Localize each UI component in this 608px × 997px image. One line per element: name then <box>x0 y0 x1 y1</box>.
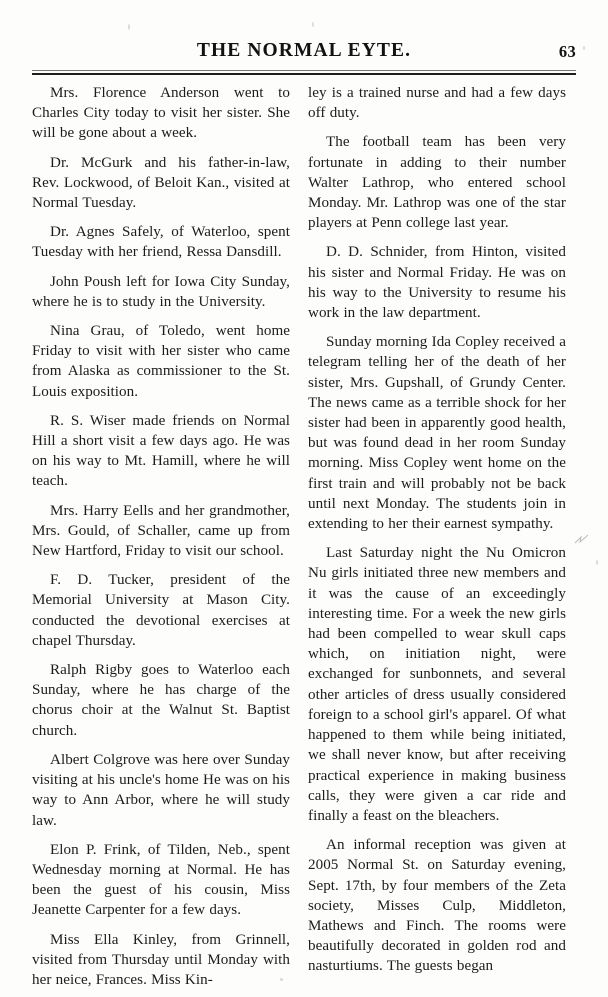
page-title: THE NORMAL EYTE. <box>196 40 412 61</box>
paragraph: Dr. Agnes Safely, of Waterloo, spent Tuesday with her friend, Ressa Dansdill. <box>32 224 290 261</box>
paragraph: D. D. Schnider, from Hinton, visited his sister and Normal Friday. He was on his way to the University to resume his work in the law department. <box>308 244 566 322</box>
paragraph-continues-next-column: Miss Ella Kinley, from Grinnell, visited from Thursday until Monday with her neice, Frances. Miss Kin- <box>32 931 290 988</box>
paragraph-continued-from-left-column: ley is a trained nurse and had a few days off duty. <box>308 85 566 122</box>
running-head <box>32 40 576 66</box>
scan-speck <box>312 22 314 27</box>
scan-speck <box>583 46 585 50</box>
paragraph: Elon P. Frink, of Tilden, Neb., spent Wednesday morning at Normal. He has been the guest of his cousin, Miss Jeanette Carpenter for a few days. <box>32 841 290 919</box>
paragraph: John Poush left for Iowa City Sunday, where he is to study in the University. <box>32 273 290 310</box>
paragraph: R. S. Wiser made friends on Normal Hill a short visit a few days ago. He was on his way to Mt. Hamill, where he will teach. <box>32 412 290 490</box>
body-columns <box>32 83 578 990</box>
header-double-rule <box>32 70 576 75</box>
rule-thin-line <box>32 70 576 71</box>
paragraph: Mrs. Florence Anderson went to Charles City today to visit her sister. She will be gone about a week. <box>32 85 290 142</box>
paragraph: Last Saturday night the Nu Omicron Nu girls initiated three new members and it was the cause of an exceedingly interesting time. For a week the new girls had been compelled to wear skull caps which, on initiation night, were exchanged for sunbonnets, and several other articles of dress usually considered foreign to a school girl's apparel. Of what happened to them while being initiated, we shall never know, but after receiving practical experience in making business calls, they were given a car ride and finally a feast on the bleachers. <box>308 545 566 824</box>
paragraph: Nina Grau, of Toledo, went home Friday to visit with her sister who came from Alaska as commissioner to the St. Louis exposition. <box>32 323 290 400</box>
paragraph: Dr. McGurk and his father-in-law, Rev. Lockwood, of Beloit Kan., visited at Normal Tuesday. <box>32 154 290 212</box>
left-column <box>32 83 290 990</box>
paragraph-continues-next-page: An informal reception was given at 2005 Normal St. on Saturday evening, Sept. 17th, by four members of the Zeta society, Misses Culp, Middleton, Mathews and Finch. The rooms were beautifully decorated in golden rod and nasturtiums. The guests began <box>308 837 566 975</box>
right-column <box>308 83 566 990</box>
scan-speck <box>596 560 598 565</box>
scan-speck <box>128 24 130 30</box>
paragraph: The football team has been very fortunate in adding to their number Walter Lathrop, who entered school Monday. Mr. Lathrop was one of the star players at Penn college last year. <box>308 134 566 232</box>
rule-thick-line <box>32 73 576 75</box>
paragraph: Ralph Rigby goes to Waterloo each Sunday, where he has charge of the chorus choir at the Walnut St. Baptist church. <box>32 662 290 739</box>
paragraph: Albert Colgrove was here over Sunday visiting at his uncle's home He was on his way to Ann Arbor, where he will study law. <box>32 751 290 829</box>
page-number: 63 <box>558 42 576 61</box>
paragraph: Mrs. Harry Eells and her grandmother, Mrs. Gould, of Schaller, came up from New Hartford, Friday to visit our school. <box>32 502 290 560</box>
paragraph: Sunday morning Ida Copley received a telegram telling her of the death of her sister, Mrs. Gupshall, of Grundy Center. The news came as a terrible shock for her sister had been in apparently good health, but was found dead in her room Sunday morning. Miss Copley went home on the first train and will probably not be back until next Monday. The students join in extending to her their earnest sympathy. <box>308 334 566 533</box>
paragraph: F. D. Tucker, president of the Memorial University at Mason City. conducted the devotional exercises at chapel Thursday. <box>32 572 290 649</box>
